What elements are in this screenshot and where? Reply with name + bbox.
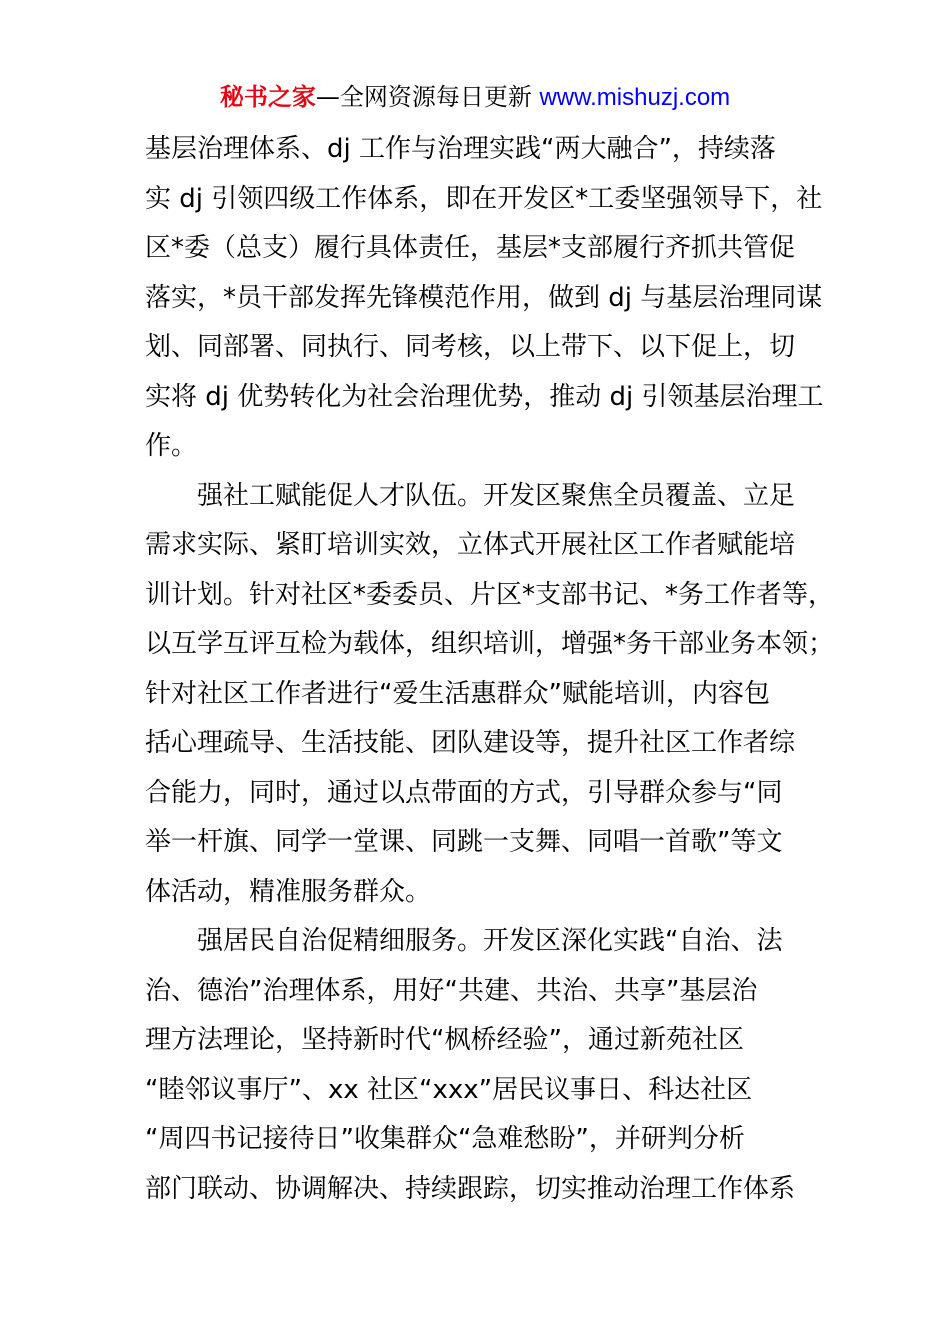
text-line: 针对社区工作者进行“爱生活惠群众”赋能培训，内容包: [145, 678, 770, 709]
site-url-link[interactable]: www.mishuzj.com: [539, 84, 731, 111]
text-line: 合能力，同时，通过以点带面的方式，引导群众参与“同: [145, 777, 783, 808]
site-header: [0, 80, 950, 115]
text-line: “睦邻议事厅”、xx 社区“xxx”居民议事日、科达社区: [145, 1074, 753, 1105]
header-tagline: —全网资源每日更新: [315, 83, 540, 111]
text-line: 实 dj 引领四级工作体系，即在开发区*工委坚强领导下，社: [145, 183, 823, 214]
document-body: [145, 125, 835, 1214]
text-line: 体活动，精准服务群众。: [145, 876, 432, 907]
text-line: 区*委（总支）履行具体责任，基层*支部履行齐抓共管促: [145, 233, 796, 263]
text-line: 基层治理体系、dj 工作与治理实践“两大融合”，持续落: [145, 134, 776, 164]
text-line: 以互学互评互检为载体，组织培训，增强*务干部业务本领；: [145, 629, 835, 659]
text-line: 落实，*员干部发挥先锋模范作用，做到 dj 与基层治理同谋: [145, 282, 823, 313]
paragraph-start-line: 强居民自治促精细服务。开发区深化实践“自治、法: [145, 926, 783, 956]
text-line: 作。: [145, 431, 198, 461]
text-line: 举一杆旗、同学一堂课、同跳一支舞、同唱一首歌”等文: [145, 827, 783, 857]
text-line: 部门联动、协调解决、持续跟踪，切实推动治理工作体系: [145, 1173, 796, 1204]
text-line: “周四书记接待日”收集群众“急难愁盼”，并研判分析: [145, 1124, 745, 1154]
paragraph-start-line: 强社工赋能促人才队伍。开发区聚焦全员覆盖、立足: [145, 480, 796, 511]
text-line: 划、同部署、同执行、同考核，以上带下、以下促上，切: [145, 332, 796, 362]
text-line: 治、德治”治理体系，用好“共建、共治、共享”基层治: [145, 975, 758, 1006]
text-line: 理方法理论，坚持新时代“枫桥经验”，通过新苑社区: [145, 1025, 744, 1055]
text-line: 实将 dj 优势转化为社会治理优势，推动 dj 引领基层治理工: [145, 381, 824, 412]
text-line: 训计划。针对社区*委委员、片区*支部书记、*务工作者等，: [145, 579, 835, 610]
brand-name: 秘书之家: [219, 83, 316, 111]
text-line: 括心理疏导、生活技能、团队建设等，提升社区工作者综: [145, 728, 796, 758]
text-line: 需求实际、紧盯培训实效，立体式开展社区工作者赋能培: [145, 530, 796, 560]
